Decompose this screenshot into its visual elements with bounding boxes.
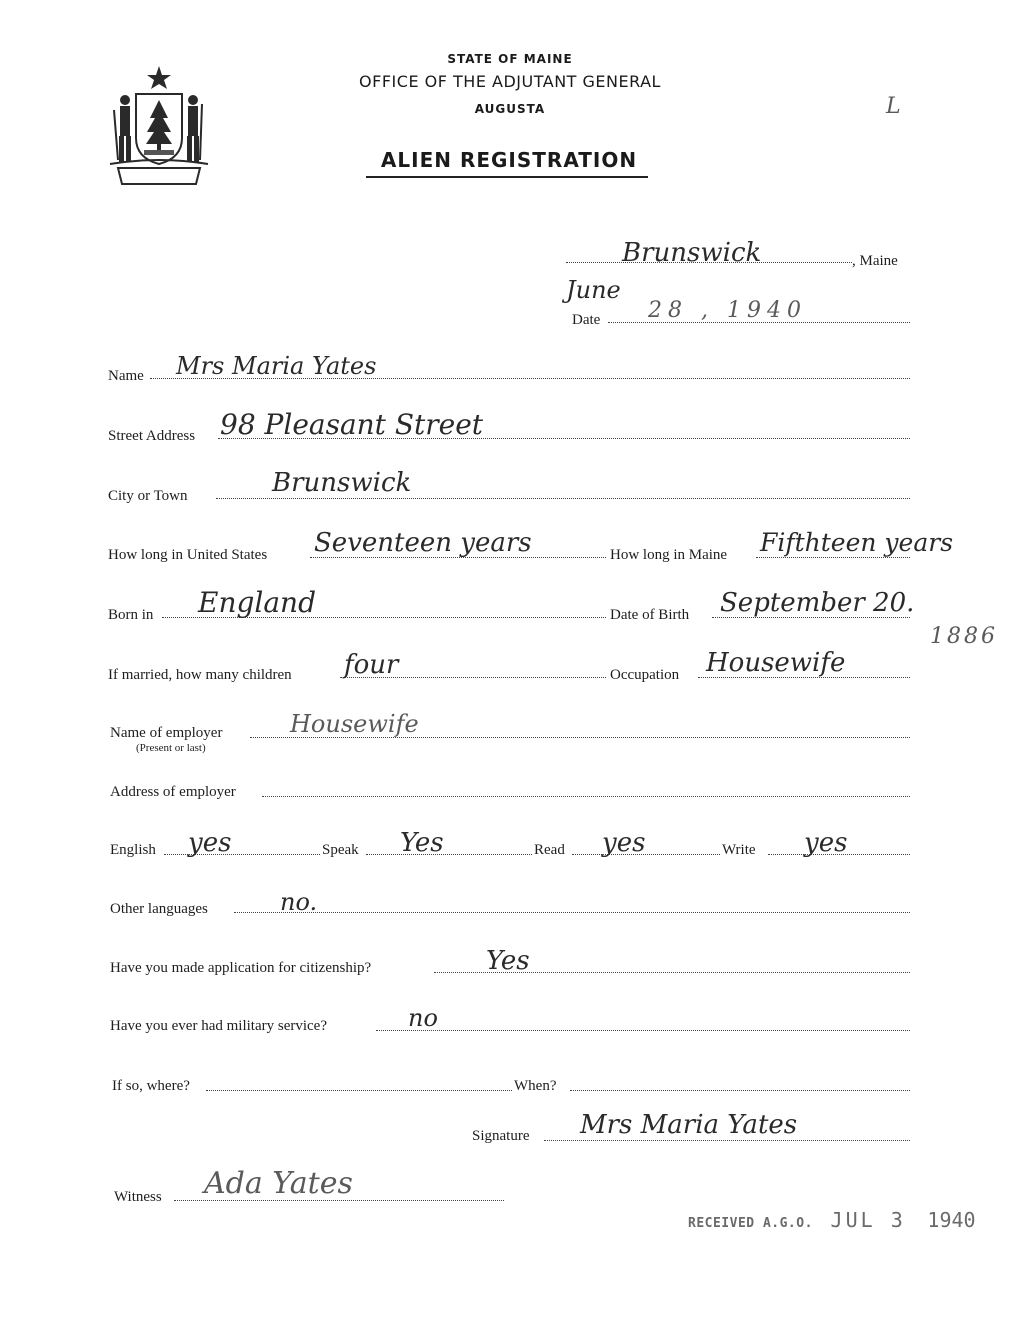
military-value: no (408, 1004, 438, 1032)
english-label: English (110, 842, 156, 858)
occupation-value: Housewife (706, 648, 846, 678)
citizenship-label: Have you made application for citizenship? (110, 960, 372, 976)
occupation-label: Occupation (610, 667, 680, 683)
date-of-birth-value: September 20. (720, 588, 915, 618)
employer-name-note: (Present or last) (136, 742, 206, 754)
write-label: Write (722, 842, 756, 858)
birth-year-value: 1886 (930, 624, 998, 649)
name-value: Mrs Maria Yates (176, 352, 377, 380)
date-day-year-value: 28 , 1940 (648, 298, 807, 323)
witness-label: Witness (114, 1189, 162, 1205)
header-office: OFFICE OF THE ADJUTANT GENERAL (359, 72, 661, 91)
write-value: yes (804, 828, 848, 858)
street-address-label: Street Address (108, 428, 196, 444)
maine-label: , Maine (852, 253, 898, 269)
date-month-value: June (566, 276, 621, 304)
speak-label: Speak (322, 842, 359, 858)
employer-name-value: Housewife (290, 710, 419, 738)
if-so-where-label: If so, where? (112, 1078, 190, 1094)
received-stamp (688, 1208, 976, 1232)
received-stamp-text: RECEIVED A.G.O. (688, 1216, 813, 1231)
how-long-us-value: Seventeen years (314, 528, 532, 558)
name-label: Name (108, 368, 144, 384)
citizenship-value: Yes (486, 946, 530, 976)
corner-check-mark: L (886, 94, 901, 119)
born-in-label: Born in (108, 607, 154, 623)
when-label: When? (514, 1078, 557, 1094)
street-address-value: 98 Pleasant Street (220, 408, 484, 441)
military-label: Have you ever had military service? (110, 1018, 327, 1034)
header-state: STATE OF MAINE (447, 52, 573, 66)
received-stamp-year: 1940 (927, 1208, 976, 1232)
town-value: Brunswick (622, 238, 762, 268)
english-value: yes (188, 828, 232, 858)
form-title-underline (366, 176, 648, 178)
employer-name-label: Name of employer (110, 725, 223, 741)
how-long-maine-label: How long in Maine (610, 547, 728, 563)
received-stamp-date: JUL 3 (830, 1208, 906, 1232)
witness-value: Ada Yates (204, 1166, 353, 1201)
state-seal (104, 60, 214, 188)
employer-address-label: Address of employer (110, 784, 236, 800)
children-label: If married, how many children (108, 667, 292, 683)
children-value: four (344, 650, 399, 680)
speak-value: Yes (400, 828, 444, 858)
how-long-maine-value: Fifthteen years (760, 528, 954, 557)
born-in-value: England (198, 586, 317, 619)
read-value: yes (602, 828, 646, 858)
other-languages-label: Other languages (110, 901, 208, 917)
read-label: Read (534, 842, 565, 858)
city-or-town-label: City or Town (108, 488, 188, 504)
date-label: Date (572, 312, 601, 328)
date-of-birth-label: Date of Birth (610, 607, 690, 623)
other-languages-value: no. (280, 888, 318, 916)
form-title: ALIEN REGISTRATION (380, 148, 638, 172)
header-city: AUGUSTA (474, 102, 546, 116)
signature-value: Mrs Maria Yates (580, 1110, 798, 1140)
how-long-us-label: How long in United States (108, 547, 268, 563)
signature-label: Signature (472, 1128, 530, 1144)
city-or-town-value: Brunswick (272, 468, 412, 498)
